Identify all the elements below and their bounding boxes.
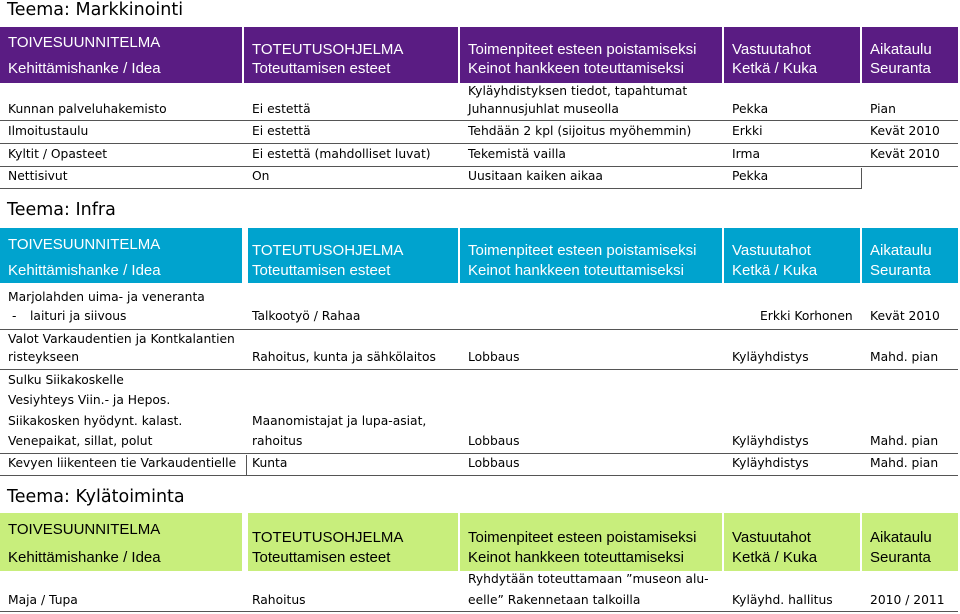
theme-title-infra: Teema: Infra [7, 200, 116, 220]
header-cell-aika: Aikataulu Seuranta [862, 513, 958, 571]
header-cell-idea: TOIVESUUNNITELMA Kehittämishanke / Idea [0, 27, 244, 83]
table-header-infra [0, 228, 958, 283]
theme-title-kylatoiminta: Teema: Kylätoiminta [7, 487, 185, 507]
header-cell-aika: Aikataulu Seuranta [862, 27, 958, 83]
header-cell-idea: TOIVESUUNNITELMA Kehittämishanke / Idea [0, 228, 244, 283]
header-cell-keinot: Toimenpiteet esteen poistamiseksi Keinot hankkeen toteuttamiseksi [460, 27, 724, 83]
header-cell-esteet: TOTEUTUSOHJELMA Toteuttamisen esteet [248, 513, 460, 571]
header-cell-keinot: Toimenpiteet esteen poistamiseksi Keinot hankkeen toteuttamiseksi [460, 228, 724, 283]
table-row: Nettisivut On Uusitaan kaiken aikaa Pekka [0, 167, 862, 189]
table-row: Maja / Tupa Rahoitus Ryhdytään toteuttamaan ”museon alu- eelle” Rakennetaan talkoilla Kyläyhd. hallitus 2010 / 2011 [0, 571, 958, 612]
cell-divider [246, 455, 247, 475]
header-cell-kuka: Vastuutahot Ketkä / Kuka [724, 228, 862, 283]
table-row: Sulku Siikakoskelle Vesiyhteys Viin.- ja Hepos. Siikakosken hyödynt. kalast. Venepaikat, sillat, polut Maanomistajat ja lupa-asiat, rahoitus Lobbaus Kyläyhdistys Mahd. pian [0, 370, 958, 454]
header-cell-kuka: Vastuutahot Ketkä / Kuka [724, 513, 862, 571]
table-row: Ilmoitustaulu Ei estettä Tehdään 2 kpl (sijoitus myöhemmin) Erkki Kevät 2010 [0, 121, 958, 144]
table-row: Kevyen liikenteen tie Varkaudentielle Kunta Lobbaus Kyläyhdistys Mahd. pian [0, 454, 958, 476]
header-cell-esteet: TOTEUTUSOHJELMA Toteuttamisen esteet [244, 27, 460, 83]
table-row: Marjolahden uima- ja veneranta - laituri ja siivous Talkootyö / Rahaa Erkki Korhonen Kevät 2010 [0, 287, 958, 330]
header-cell-keinot: Toimenpiteet esteen poistamiseksi Keinot hankkeen toteuttamiseksi [460, 513, 724, 571]
header-cell-idea: TOIVESUUNNITELMA Kehittämishanke / Idea [0, 513, 244, 571]
header-cell-kuka: Vastuutahot Ketkä / Kuka [724, 27, 862, 83]
table-header-kylatoiminta [0, 513, 958, 571]
theme-title-markkinointi: Teema: Markkinointi [7, 0, 184, 20]
table-row: Valot Varkaudentien ja Kontkalantien risteykseen Rahoitus, kunta ja sähkölaitos Lobbaus Kyläyhdistys Mahd. pian [0, 330, 958, 370]
header-cell-aika: Aikataulu Seuranta [862, 228, 958, 283]
cell-divider [861, 168, 862, 189]
table-row: Kyltit / Opasteet Ei estettä (mahdolliset luvat) Tekemistä vailla Irma Kevät 2010 [0, 144, 958, 167]
table-header-markkinointi [0, 27, 958, 83]
header-cell-esteet: TOTEUTUSOHJELMA Toteuttamisen esteet [248, 228, 460, 283]
table-row: Kunnan palveluhakemisto Ei estettä Kyläyhdistyksen tiedot, tapahtumat Juhannusjuhlat museolla Pekka Pian [0, 83, 958, 121]
